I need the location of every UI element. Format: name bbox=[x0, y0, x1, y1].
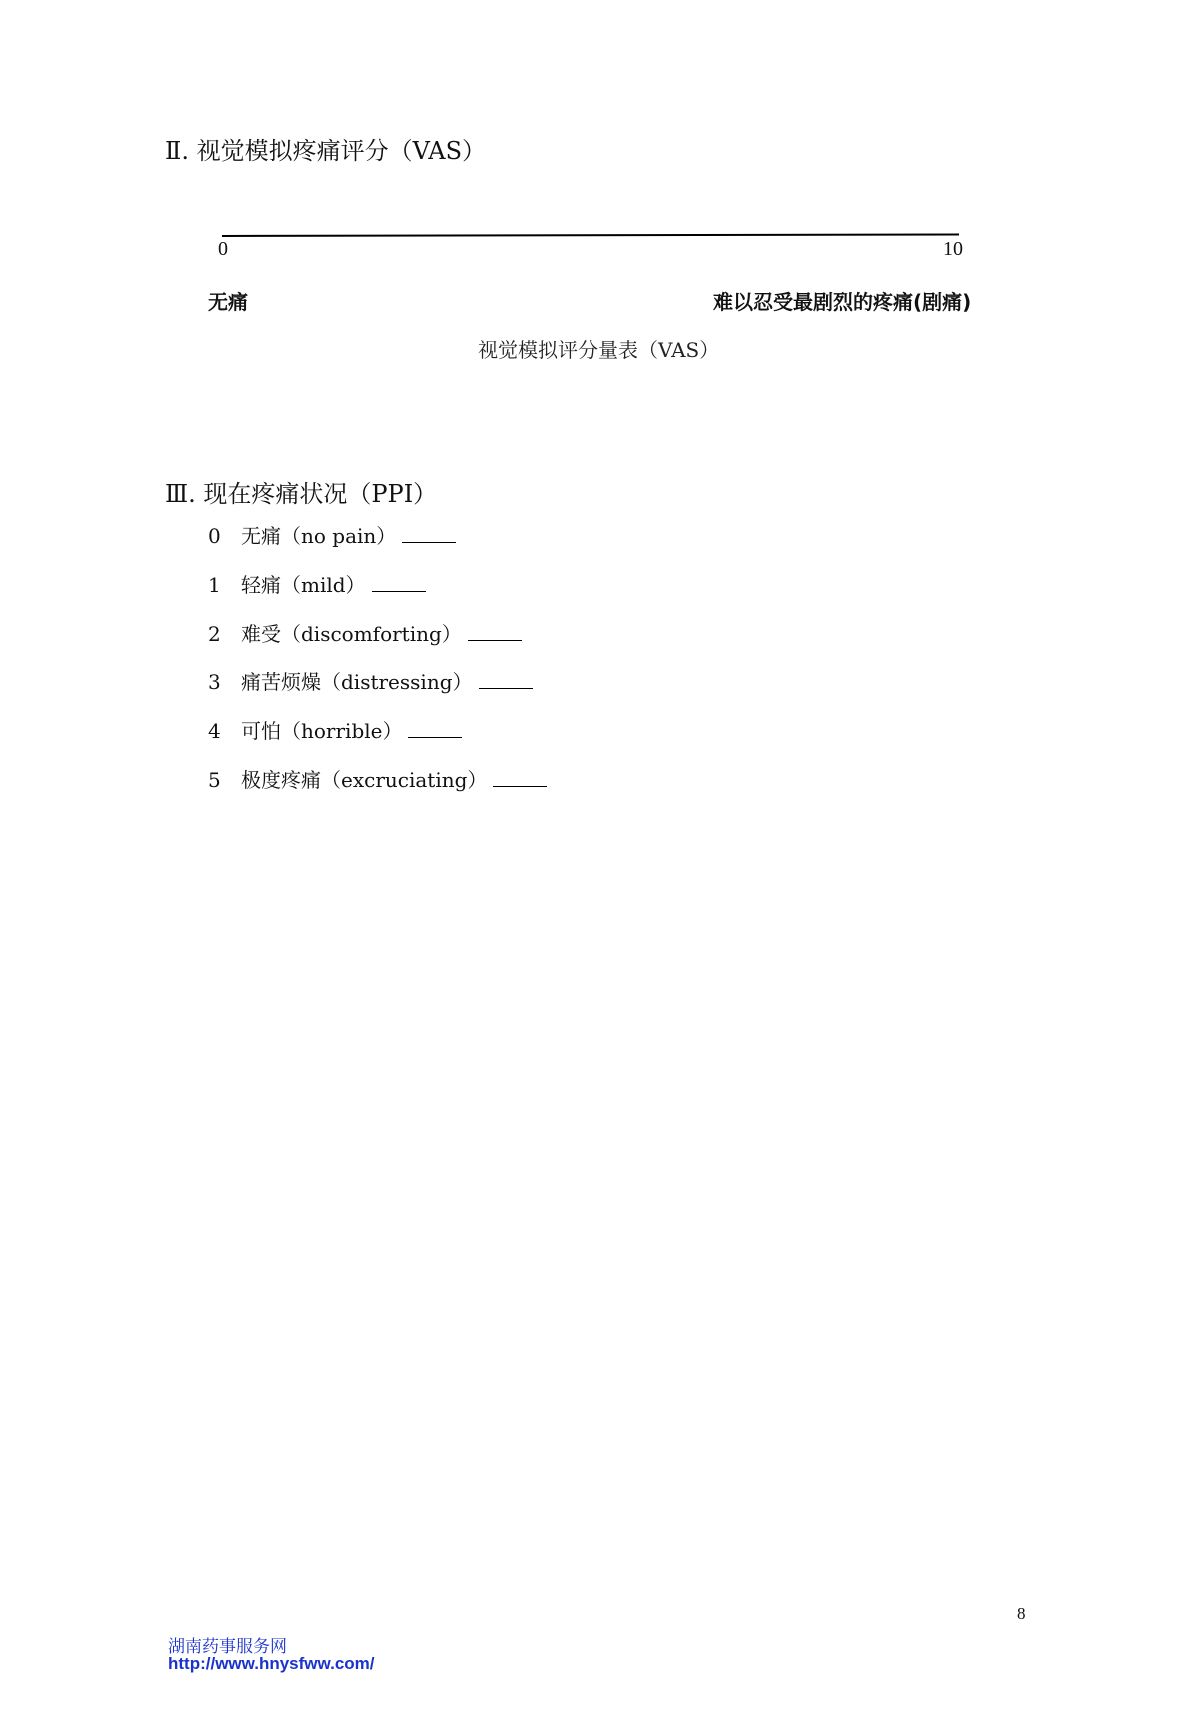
ppi-text: 难受（discomforting） bbox=[241, 622, 462, 646]
footer-site-name: 湖南药事服务网 bbox=[168, 1637, 287, 1657]
ppi-text: 极度疼痛（excruciating） bbox=[241, 768, 488, 792]
ppi-number: 0 bbox=[208, 524, 221, 548]
ppi-text: 痛苦烦燥（distressing） bbox=[241, 670, 473, 694]
ppi-item-5 bbox=[208, 768, 547, 792]
ppi-number: 3 bbox=[208, 670, 221, 694]
ppi-answer-blank[interactable] bbox=[468, 622, 522, 641]
ppi-answer-blank[interactable] bbox=[372, 573, 426, 592]
ppi-answer-blank[interactable] bbox=[402, 524, 456, 543]
vas-caption: 视觉模拟评分量表（VAS） bbox=[478, 338, 720, 362]
ppi-answer-blank[interactable] bbox=[493, 768, 547, 787]
vas-max-label: 10 bbox=[943, 238, 963, 260]
page-number: 8 bbox=[1017, 1604, 1026, 1623]
ppi-item-1 bbox=[208, 573, 426, 597]
footer-url-link[interactable]: http://www.hnysfww.com/ bbox=[168, 1654, 375, 1673]
ppi-text: 可怕（horrible） bbox=[241, 719, 403, 743]
section3-heading: Ⅲ. 现在疼痛状况（PPI） bbox=[165, 480, 438, 508]
ppi-number: 2 bbox=[208, 622, 221, 646]
ppi-item-2 bbox=[208, 622, 522, 646]
vas-left-text: 无痛 bbox=[208, 290, 248, 314]
vas-min-label: 0 bbox=[218, 238, 228, 260]
vas-scale-line bbox=[222, 233, 959, 237]
ppi-text: 轻痛（mild） bbox=[241, 573, 366, 597]
ppi-answer-blank[interactable] bbox=[408, 719, 462, 738]
section2-heading: Ⅱ. 视觉模拟疼痛评分（VAS） bbox=[165, 137, 487, 165]
vas-right-text: 难以忍受最剧烈的疼痛(剧痛) bbox=[713, 290, 972, 314]
ppi-item-0 bbox=[208, 524, 456, 548]
ppi-number: 5 bbox=[208, 768, 221, 792]
ppi-answer-blank[interactable] bbox=[479, 670, 533, 689]
ppi-number: 1 bbox=[208, 573, 221, 597]
ppi-item-4 bbox=[208, 719, 462, 743]
ppi-item-3 bbox=[208, 670, 533, 694]
ppi-text: 无痛（no pain） bbox=[241, 524, 397, 548]
ppi-number: 4 bbox=[208, 719, 221, 743]
